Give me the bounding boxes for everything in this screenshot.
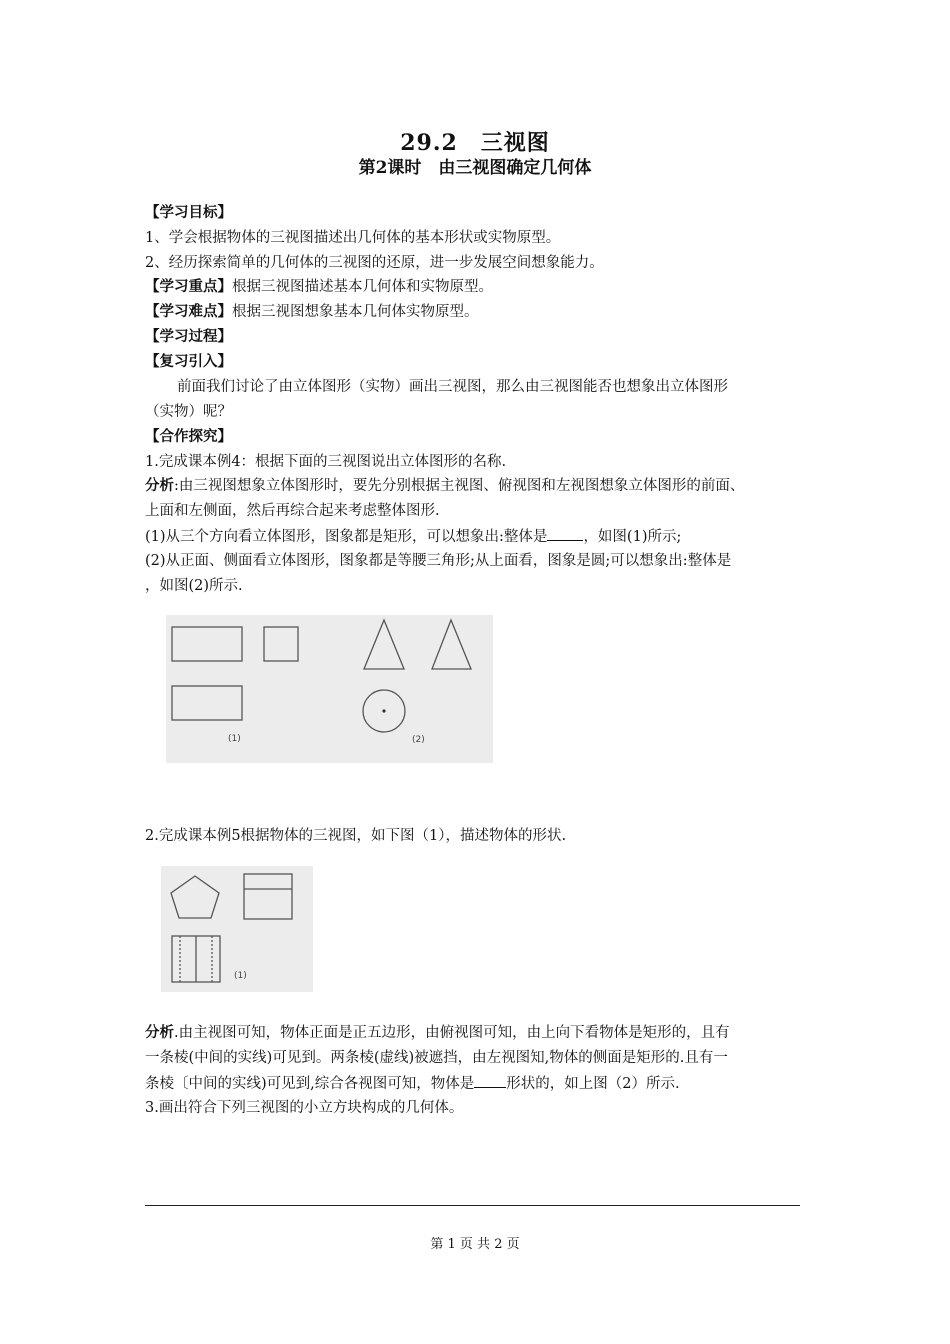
front-view-pentagon — [171, 876, 219, 918]
side-view-square — [264, 627, 298, 661]
analysis-label: 分析 — [145, 477, 174, 494]
analysis-1-text-a: :由三视图想象立体图形时，要先分别根据主视图、俯视图和左视图想象立体图形的前面、 — [174, 478, 745, 494]
analysis-1-line-b: 上面和左侧面，然后再综合起来考虑整体图形. — [145, 503, 440, 519]
difficulty-text: 根据三视图想象基本几何体实物原型。 — [232, 304, 479, 320]
item-2-line-b: ，如图(2)所示. — [145, 578, 243, 594]
analysis-2-line-c — [145, 1073, 680, 1094]
top-view-rectangle — [172, 686, 242, 720]
side-view-triangle — [432, 620, 471, 669]
key-point-text: 根据三视图描述基本几何体和实物原型。 — [232, 279, 493, 295]
review-paragraph-1: 前面我们讨论了由立体图形（实物）画出三视图，那么由三视图能否也想象出立体图形 — [177, 379, 728, 395]
three-views-drawing — [166, 615, 493, 763]
figure-1-label-2: (2) — [412, 735, 425, 745]
answer-blank-2[interactable] — [474, 1073, 506, 1088]
difficulty-line — [145, 302, 479, 322]
page-title: 29.2 三视图 — [400, 130, 550, 156]
key-point-label: 【学习重点】 — [145, 278, 232, 295]
key-point-line — [145, 277, 493, 297]
analysis-2-text-c2: 形状的，如上图（2）所示. — [506, 1076, 680, 1092]
process-heading: 【学习过程】 — [145, 328, 232, 345]
objective-2: 2、经历探索简单的几何体的三视图的还原，进一步发展空间想象能力。 — [145, 255, 604, 271]
objectives-heading: 【学习目标】 — [145, 204, 232, 221]
footer-divider — [145, 1205, 800, 1206]
front-view-rectangle — [172, 627, 242, 661]
three-views-figure-1 — [166, 615, 493, 763]
item-2-line-a: (2)从正面、侧面看立体图形，图象都是等腰三角形;从上面看，图象是圆;可以想象出:整体是 — [145, 553, 732, 569]
analysis-2-label: 分析 — [145, 1024, 174, 1041]
analysis-2-text-c1: 条棱〔中间的实线)可见到,综合各视图可知，物体是 — [145, 1076, 475, 1092]
objective-1: 1、学会根据物体的三视图描述出几何体的基本形状或实物原型。 — [145, 230, 561, 246]
question-3: 3.画出符合下列三视图的小立方块构成的几何体。 — [145, 1100, 464, 1116]
three-views-figure-2 — [161, 866, 313, 992]
item-1-text-a: (1)从三个方向看立体图形，图象都是矩形，可以想象出:整体是 — [145, 529, 548, 545]
front-view-triangle — [364, 620, 404, 669]
analysis-2-line-a — [145, 1023, 730, 1043]
explore-heading: 【合作探究】 — [145, 428, 232, 445]
item-1-line — [145, 526, 681, 547]
circle-center-dot — [382, 709, 385, 712]
answer-blank[interactable] — [547, 526, 583, 541]
top-view-rectangle — [244, 874, 292, 919]
page-footer: 第 1 页 共 2 页 — [430, 1237, 520, 1252]
analysis-2-text-a: .由主视图可知，物体正面是正五边形，由俯视图可知，由上向下看物体是矩形的，且有 — [174, 1025, 730, 1041]
item-1-text-b: ，如图(1)所示; — [583, 529, 682, 545]
figure-1-label-1: (1) — [228, 734, 241, 744]
prism-views-drawing — [161, 866, 313, 992]
figure-2-label: (1) — [234, 971, 247, 981]
analysis-1-line-a — [145, 476, 744, 496]
difficulty-label: 【学习难点】 — [145, 303, 232, 320]
review-heading: 【复习引入】 — [145, 353, 232, 370]
question-1: 1.完成课本例4：根据下面的三视图说出立体图形的名称. — [145, 454, 507, 470]
page-subtitle: 第2课时 由三视图确定几何体 — [358, 158, 592, 178]
review-paragraph-2: （实物）呢？ — [145, 404, 232, 420]
analysis-2-line-b: 一条棱(中间的实线)可见到。两条棱(虚线)被遮挡，由左视图知,物体的侧面是矩形的.且有一 — [145, 1050, 728, 1066]
question-2: 2.完成课本例5根据物体的三视图，如下图（1），描述物体的形状. — [145, 828, 567, 844]
